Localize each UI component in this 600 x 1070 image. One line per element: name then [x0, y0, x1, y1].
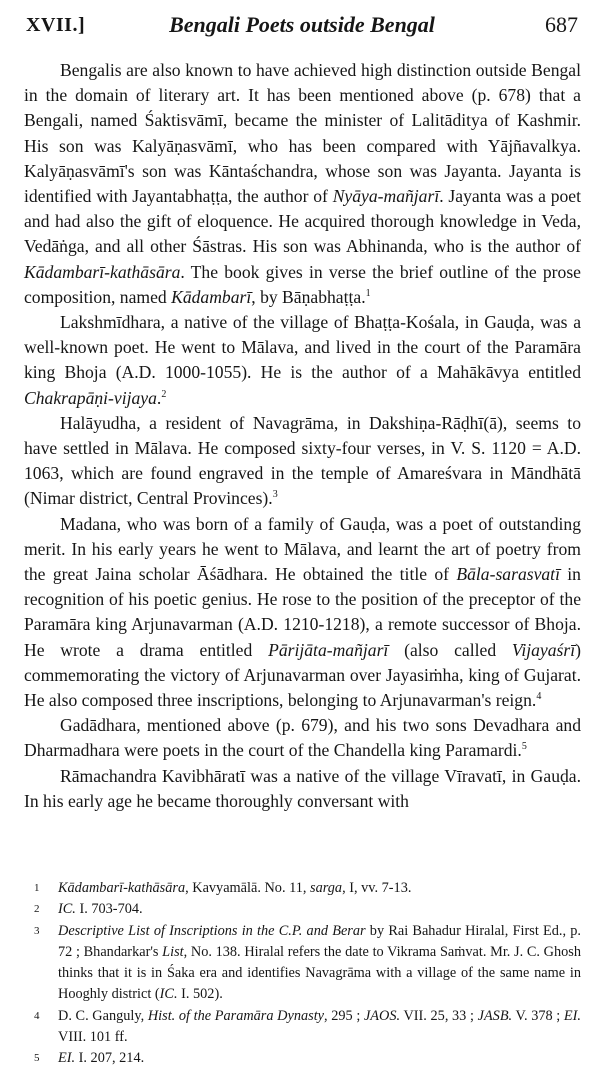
text-run: ) commemorating the victory of Arjunavarman over Jayasiṁha, king of Gujarat. He also composed three inscriptions, belonging to Arjunavarman's reign.	[24, 639, 581, 711]
footnote-reference: 4	[536, 691, 542, 703]
footnotes	[24, 878, 581, 1070]
footnote	[24, 899, 581, 920]
paragraph	[24, 411, 581, 512]
italic-text: Bāla-sarasvatī	[456, 564, 560, 585]
chapter-number: XVII.]	[26, 14, 86, 36]
paragraph	[24, 713, 581, 763]
text-run: Madana, who was born of a family of Gauḍa, was a poet of outstanding merit. In his early years he went to Mālava, and learnt the art of poetry from the great Jaina scholar Āśādhara. He obtained the title of	[24, 513, 581, 585]
text-run: (also called	[388, 639, 512, 660]
italic-text: Pārijāta-mañjarī	[268, 639, 389, 660]
running-header	[26, 10, 578, 42]
text-run: , I, vv. 7-13.	[342, 880, 412, 896]
italic-text: IC.	[159, 986, 178, 1003]
footnote-reference: 5	[521, 741, 527, 753]
paragraph	[24, 764, 581, 814]
italic-text: JASB.	[477, 1007, 513, 1024]
footnote	[24, 921, 581, 1006]
text-run: I. 703-704.	[75, 901, 143, 918]
footnote-reference: 1	[365, 287, 371, 299]
italic-text: IC.	[58, 901, 76, 918]
italic-text: Kādambarī-kathāsāra	[58, 880, 186, 896]
text-run: .	[156, 387, 162, 408]
italic-text: Kādambarī	[171, 286, 252, 307]
footnote	[24, 1048, 581, 1069]
italic-text: EI.	[58, 1050, 76, 1067]
footnote-mark: 5	[34, 1052, 40, 1065]
text-run: Gadādhara, mentioned above (p. 679), and his two sons Devadhara and Dharmadhara were poets in the court of the Chandella king Paramardi.	[24, 715, 581, 761]
paragraph	[24, 310, 581, 411]
text-run: , 295 ;	[324, 1007, 364, 1024]
text-run: I. 207, 214.	[75, 1050, 145, 1067]
italic-text: Kādambarī-kathāsāra	[24, 261, 181, 282]
text-run: , by Bāṇabhaṭṭa.	[251, 286, 366, 307]
paragraph	[24, 512, 581, 714]
text-run: I. 502).	[177, 986, 223, 1003]
text-run: , Kavyamālā. No. 11,	[185, 880, 311, 896]
italic-text: Vijayaśrī	[511, 639, 576, 660]
text-run: Bengalis are also known to have achieved high distinction outside Bengal in the domain of literary art. It has been mentioned above (p. 678) that a Bengali, named Śaktisvāmī, became the minister of Lalitāditya of Kashmir. His son was Kalyāṇasvāmī, who has been compared with Yājñavalkya. Kalyāṇasvāmī's son was Kāntaśchandra, whose son was Jayanta. Jayanta is identified with Jayantabhaṭṭa, the author of	[24, 60, 581, 207]
footnote-mark: 2	[34, 903, 40, 916]
paragraph	[24, 58, 581, 310]
footnote-mark: 3	[34, 924, 40, 937]
text-run: by Rai Bahadur Hiralal, First Ed., p. 72 ; Bhandarkar's	[58, 922, 581, 960]
running-title: Bengali Poets outside Bengal	[169, 12, 435, 37]
italic-text: Hist. of the Paramāra Dynasty	[147, 1007, 325, 1024]
text-run: Halāyudha, a resident of Navagrāma, in Dakshiṇa-Rāḍhī(ā), seems to have settled in Mālava. He composed sixty-four verses, in V. S. 1120 = A.D. 1063, which are found engraved in the temple of Amareśvara in Māndhātā (Nimar district, Central Provinces).	[24, 412, 581, 509]
text-run: VIII. 101 ff.	[58, 1029, 128, 1046]
italic-text: Chakrapāṇi-vijaya	[24, 387, 157, 408]
text-run: Rāmachandra Kavibhāratī was a native of the village Vīravatī, in Gauḍa. In his early age he became thoroughly conversant with	[24, 765, 581, 811]
italic-text: List	[162, 943, 184, 960]
page-number: 687	[545, 12, 578, 37]
italic-text: JAOS.	[363, 1007, 401, 1024]
footnote-mark: 1	[34, 882, 40, 894]
body-text	[24, 58, 581, 814]
text-run: Lakshmīdhara, a native of the village of Bhaṭṭa-Kośala, in Gauḍa, was a well-known poet. He went to Mālava, and lived in the court of the Paramāra king Bhoja (A.D. 1000-1055). He is the author of a Mahākāvya entitled	[24, 312, 581, 383]
italic-text: Nyāya-mañjarī	[332, 186, 440, 207]
text-run: VII. 25, 33 ;	[400, 1007, 478, 1024]
text-run: V. 378 ;	[512, 1007, 564, 1024]
text-run: in recognition of his poetic genius. He rose to the position of the preceptor of the Paramāra king Arjunavarman (A.D. 1210-1218), a remote successor of Bhoja. He wrote a drama entitled	[24, 564, 581, 660]
text-run: , No. 138. Hiralal refers the date to Vikrama Saṁvat. Mr. J. C. Ghosh thinks that it is in Śaka era and identifies Navagrāma with a village of the same name in Hooghly district (	[58, 943, 581, 1003]
footnote	[24, 1006, 581, 1049]
footnote-mark: 4	[34, 1009, 40, 1022]
italic-text: sarga	[310, 880, 343, 896]
footnote-reference: 2	[161, 388, 167, 400]
footnote-reference: 3	[272, 489, 278, 501]
italic-text: Descriptive List of Inscriptions in the C.P. and Berar	[58, 922, 366, 939]
italic-text: EI.	[563, 1007, 581, 1024]
text-run: D. C. Ganguly,	[58, 1007, 148, 1024]
text-run: . The book gives in verse the brief outline of the prose composition, named	[24, 261, 581, 307]
footnote	[24, 878, 581, 899]
text-run: . Jayanta was a poet and had also the gift of eloquence. He acquired thorough knowledge in Veda, Vedāṅga, and all other Śāstras. His son was Abhinanda, who is the author of	[24, 186, 581, 257]
